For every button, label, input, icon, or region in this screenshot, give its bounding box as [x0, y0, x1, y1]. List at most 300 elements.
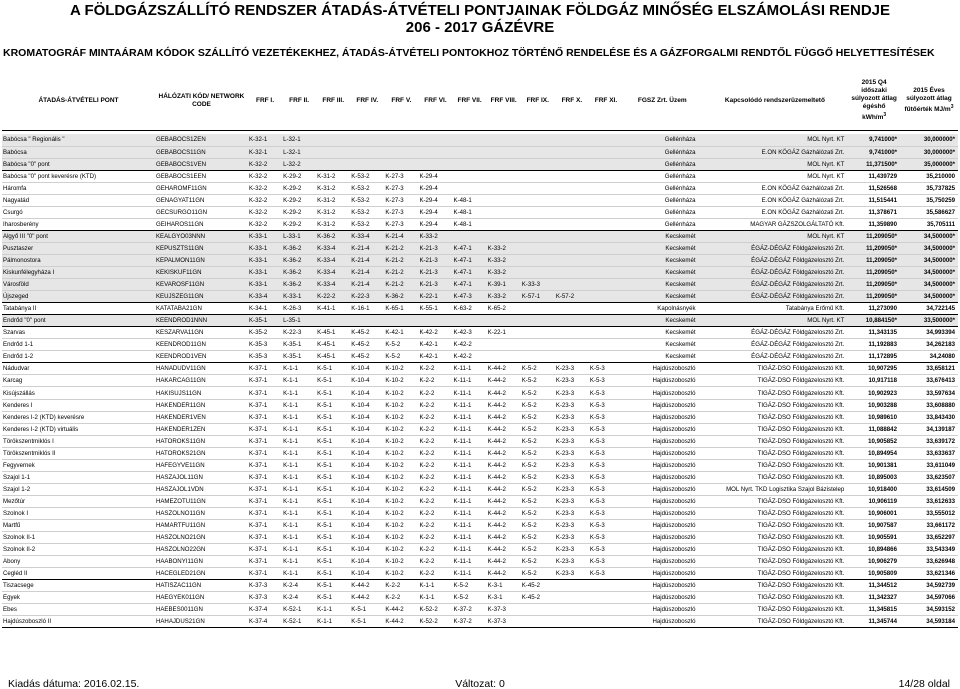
heating-value-cell: 11,345744	[848, 616, 900, 628]
frf-code-cell: K-37-1	[248, 363, 282, 375]
frf-code-cell: K-42-1	[418, 339, 452, 351]
frf-code-cell: K-5-2	[453, 580, 487, 592]
frf-code-cell: K-10-2	[384, 411, 418, 423]
heating-value-cell: 11,343135	[848, 327, 900, 339]
frf-code-cell: K-35-1	[282, 339, 316, 351]
frf-code-cell	[521, 339, 555, 351]
frf-code-cell: K-33-1	[248, 230, 282, 242]
table-row	[2, 556, 958, 568]
frf-code-cell	[487, 315, 521, 327]
fgsz-plant-cell: Hajdúszoboszló	[623, 447, 702, 459]
fgsz-plant-cell: Hajdúszoboszló	[623, 411, 702, 423]
frf-code-cell: K-5-2	[521, 387, 555, 399]
heating-value-cell: 11,526568	[848, 182, 900, 194]
gas-quality-table	[2, 72, 958, 628]
frf-code-cell: K-11-1	[453, 544, 487, 556]
frf-code-cell: K-36-2	[282, 254, 316, 266]
table-row	[2, 411, 958, 423]
table-row	[2, 375, 958, 387]
table-row	[2, 170, 958, 182]
table-row	[2, 242, 958, 254]
heating-value-cell: 11,209050*	[848, 230, 900, 242]
frf-code-cell: K-23-3	[555, 363, 589, 375]
frf-code-cell: K-1-1	[282, 363, 316, 375]
frf-code-cell: K-10-4	[350, 568, 384, 580]
frf-code-cell	[487, 170, 521, 182]
frf-code-cell	[589, 327, 623, 339]
heating-value-cell: 11,192883	[848, 339, 900, 351]
frf-code-cell: K-37-2	[453, 616, 487, 628]
frf-code-cell: K-5-1	[316, 483, 350, 495]
frf-code-cell	[487, 218, 521, 230]
frf-code-cell: K-37-3	[248, 592, 282, 604]
frf-code-cell	[418, 158, 452, 170]
partner-cell: TIGÁZ-DSO Földgázelosztó Kft.	[702, 423, 849, 435]
frf-code-cell: K-45-1	[316, 327, 350, 339]
frf-code-cell: K-5-1	[316, 435, 350, 447]
network-code-cell: HAEBES0011GN	[155, 604, 248, 616]
network-code-cell: HAHAJDUS21GN	[155, 616, 248, 628]
frf-code-cell: K-37-1	[248, 399, 282, 411]
frf-code-cell	[350, 134, 384, 146]
col-header-frf-7: FRF VII.	[453, 72, 487, 130]
table-row	[2, 387, 958, 399]
frf-code-cell: K-5-2	[384, 351, 418, 363]
frf-code-cell: K-33-4	[248, 291, 282, 303]
frf-code-cell: K-5-2	[521, 568, 555, 580]
frf-code-cell	[521, 315, 555, 327]
frf-code-cell: K-2-2	[418, 471, 452, 483]
frf-code-cell: K-5-2	[521, 556, 555, 568]
frf-code-cell: K-5-2	[521, 544, 555, 556]
table-row	[2, 447, 958, 459]
frf-code-cell: K-5-3	[589, 375, 623, 387]
frf-code-cell	[453, 146, 487, 158]
frf-code-cell: L-32-1	[282, 146, 316, 158]
frf-code-cell: K-45-1	[316, 351, 350, 363]
frf-code-cell: K-33-1	[248, 279, 282, 291]
frf-code-cell: K-23-3	[555, 435, 589, 447]
frf-code-cell: K-37-1	[248, 483, 282, 495]
heating-value-cell: 11,209050*	[848, 267, 900, 279]
frf-code-cell: K-5-2	[521, 435, 555, 447]
table-row	[2, 327, 958, 339]
frf-code-cell: K-1-1	[418, 592, 452, 604]
frf-code-cell: K-47-1	[453, 254, 487, 266]
frf-code-cell: K-10-2	[384, 544, 418, 556]
frf-code-cell	[487, 206, 521, 218]
calorific-value-cell: 35,705111	[900, 218, 958, 230]
frf-code-cell: K-5-1	[316, 459, 350, 471]
table-row	[2, 495, 958, 507]
frf-code-cell: K-1-1	[282, 387, 316, 399]
frf-code-cell	[487, 194, 521, 206]
point-name-cell: Algyő III "0" pont	[2, 230, 155, 242]
frf-code-cell: K-37-1	[248, 447, 282, 459]
frf-code-cell	[521, 134, 555, 146]
point-name-cell: Városföld	[2, 279, 155, 291]
partner-cell: E.ON KÖGÁZ Gázhálózati Zrt.	[702, 146, 849, 158]
frf-code-cell: K-1-1	[282, 520, 316, 532]
frf-code-cell: K-37-4	[248, 616, 282, 628]
frf-code-cell: K-36-2	[282, 242, 316, 254]
frf-code-cell: K-2-4	[282, 592, 316, 604]
col-header-frf-3: FRF III.	[316, 72, 350, 130]
heating-value-cell: 10,903288	[848, 399, 900, 411]
frf-code-cell: K-33-2	[487, 254, 521, 266]
partner-cell: ÉGÁZ-DÉGÁZ Földgázelosztó Zrt.	[702, 254, 849, 266]
frf-code-cell	[589, 303, 623, 315]
col-header-fgsz-plant: FGSZ Zrt. Üzem	[623, 72, 702, 130]
point-name-cell: Kenderes I	[2, 399, 155, 411]
frf-code-cell	[487, 146, 521, 158]
frf-code-cell: K-10-4	[350, 411, 384, 423]
frf-code-cell: K-37-1	[248, 423, 282, 435]
network-code-cell: KEENDROD11GN	[155, 339, 248, 351]
frf-code-cell	[521, 218, 555, 230]
fgsz-plant-cell: Hajdúszoboszló	[623, 495, 702, 507]
frf-code-cell: K-31-2	[316, 194, 350, 206]
heating-value-cell: 11,209050*	[848, 291, 900, 303]
point-name-cell: Háromfa	[2, 182, 155, 194]
point-name-cell: Cegléd II	[2, 568, 155, 580]
frf-code-cell	[589, 267, 623, 279]
frf-code-cell: K-32-2	[248, 158, 282, 170]
frf-code-cell: K-21-4	[350, 267, 384, 279]
point-name-cell: Babócsa "0" pont	[2, 158, 155, 170]
partner-cell: TIGÁZ-DSO Földgázelosztó Kft.	[702, 435, 849, 447]
heating-value-cell: 11,088842	[848, 423, 900, 435]
point-name-cell: Babócsa "0" pont keverésre (KTD)	[2, 170, 155, 182]
network-code-cell: KEVAROSF11GN	[155, 279, 248, 291]
frf-code-cell	[418, 315, 452, 327]
network-code-cell: HATOROKS21GN	[155, 447, 248, 459]
calorific-value-cell: 33,626948	[900, 556, 958, 568]
point-name-cell: Mezőtúr	[2, 495, 155, 507]
frf-code-cell: K-37-1	[248, 520, 282, 532]
frf-code-cell: K-5-2	[521, 507, 555, 519]
table-row	[2, 592, 958, 604]
fgsz-plant-cell: Kecskemét	[623, 267, 702, 279]
frf-code-cell: K-33-4	[316, 242, 350, 254]
frf-code-cell: K-10-2	[384, 459, 418, 471]
frf-code-cell	[521, 206, 555, 218]
frf-code-cell: K-2-2	[418, 544, 452, 556]
frf-code-cell: K-1-1	[282, 459, 316, 471]
point-name-cell: Kisújszállás	[2, 387, 155, 399]
frf-code-cell: K-53-2	[350, 206, 384, 218]
frf-code-cell: K-23-3	[555, 568, 589, 580]
frf-code-cell: K-45-2	[350, 327, 384, 339]
table-row	[2, 158, 958, 170]
frf-code-cell: K-33-2	[487, 291, 521, 303]
frf-code-cell: K-11-1	[453, 423, 487, 435]
point-name-cell: Hajdúszoboszló II	[2, 616, 155, 628]
frf-code-cell: K-10-4	[350, 471, 384, 483]
heating-value-cell: 10,905852	[848, 435, 900, 447]
point-name-cell: Babócsa	[2, 146, 155, 158]
frf-code-cell: K-23-3	[555, 520, 589, 532]
frf-code-cell	[589, 206, 623, 218]
frf-code-cell	[589, 580, 623, 592]
frf-code-cell: K-10-2	[384, 556, 418, 568]
frf-code-cell: K-53-2	[350, 218, 384, 230]
frf-code-cell: K-37-3	[487, 604, 521, 616]
frf-code-cell: K-5-1	[316, 520, 350, 532]
table-row	[2, 291, 958, 303]
frf-code-cell: K-21-4	[384, 230, 418, 242]
fgsz-plant-cell: Kecskemét	[623, 254, 702, 266]
network-code-cell: KEKISKUF11GN	[155, 267, 248, 279]
frf-code-cell: K-5-3	[589, 495, 623, 507]
frf-code-cell: K-29-4	[418, 206, 452, 218]
frf-code-cell: K-11-1	[453, 507, 487, 519]
frf-code-cell	[555, 182, 589, 194]
partner-cell: TIGÁZ-DSO Földgázelosztó Kft.	[702, 580, 849, 592]
frf-code-cell	[384, 158, 418, 170]
frf-code-cell: K-44-2	[487, 399, 521, 411]
heating-value-cell: 10,902923	[848, 387, 900, 399]
calorific-value-cell: 33,843430	[900, 411, 958, 423]
fgsz-plant-cell: Kecskemét	[623, 315, 702, 327]
network-code-cell: HACEGLED21GN	[155, 568, 248, 580]
calorific-value-cell: 34,500000*	[900, 254, 958, 266]
frf-code-cell	[487, 339, 521, 351]
frf-code-cell: K-26-3	[282, 303, 316, 315]
frf-code-cell: K-10-2	[384, 363, 418, 375]
network-code-cell: GEBABOCS1VEN	[155, 158, 248, 170]
frf-code-cell: K-5-3	[589, 387, 623, 399]
partner-cell: ÉGÁZ-DÉGÁZ Földgázelosztó Zrt.	[702, 339, 849, 351]
frf-code-cell: K-44-2	[487, 568, 521, 580]
calorific-value-cell: 34,593184	[900, 616, 958, 628]
col-header-point: ÁTADÁS-ÁTVÉTELI PONT	[2, 72, 155, 130]
table-row	[2, 254, 958, 266]
calorific-value-cell: 35,737825	[900, 182, 958, 194]
network-code-cell: KEUJSZEG11GN	[155, 291, 248, 303]
frf-code-cell: K-10-2	[384, 435, 418, 447]
network-code-cell: HANADUDV11GN	[155, 363, 248, 375]
frf-code-cell: K-16-1	[350, 303, 384, 315]
fgsz-plant-cell: Gellénháza	[623, 218, 702, 230]
frf-code-cell	[350, 146, 384, 158]
frf-code-cell: K-11-1	[453, 471, 487, 483]
frf-code-cell: K-21-3	[418, 242, 452, 254]
frf-code-cell: K-35-3	[248, 351, 282, 363]
frf-code-cell: K-11-1	[453, 435, 487, 447]
frf-code-cell: K-11-1	[453, 447, 487, 459]
frf-code-cell: K-10-2	[384, 532, 418, 544]
frf-code-cell: K-5-3	[589, 556, 623, 568]
frf-code-cell: K-5-3	[589, 544, 623, 556]
fgsz-plant-cell: Hajdúszoboszló	[623, 423, 702, 435]
frf-code-cell: K-5-3	[589, 423, 623, 435]
calorific-value-cell: 35,586627	[900, 206, 958, 218]
frf-code-cell: K-42-2	[453, 351, 487, 363]
network-code-cell: HAKARCAG11GN	[155, 375, 248, 387]
table-row	[2, 182, 958, 194]
fgsz-plant-cell: Hajdúszoboszló	[623, 459, 702, 471]
frf-code-cell: K-37-1	[248, 544, 282, 556]
table-row	[2, 580, 958, 592]
frf-code-cell: K-5-3	[589, 435, 623, 447]
col-header-calorific-value	[900, 72, 958, 130]
frf-code-cell: K-21-2	[384, 279, 418, 291]
heating-value-cell: 9,741000*	[848, 146, 900, 158]
frf-code-cell: K-37-3	[248, 580, 282, 592]
partner-cell: TIGÁZ-DSO Földgázelosztó Kft.	[702, 447, 849, 459]
network-code-cell: HAEGYEK011GN	[155, 592, 248, 604]
fgsz-plant-cell: Kapolnásnyék	[623, 303, 702, 315]
frf-code-cell	[589, 158, 623, 170]
partner-cell: TIGÁZ-DSO Földgázelosztó Kft.	[702, 568, 849, 580]
calorific-value-cell: 30,000000*	[900, 134, 958, 146]
frf-code-cell	[521, 327, 555, 339]
partner-cell: MAGYAR GÁZSZOLGÁLTATÓ Kft.	[702, 218, 849, 230]
network-code-cell: HASZAJOL11GN	[155, 471, 248, 483]
fgsz-plant-cell: Hajdúszoboszló	[623, 399, 702, 411]
frf-code-cell: K-44-2	[487, 447, 521, 459]
partner-cell: TIGÁZ-DSO Földgázelosztó Kft.	[702, 544, 849, 556]
table-row	[2, 279, 958, 291]
frf-code-cell: K-1-1	[282, 556, 316, 568]
frf-code-cell: K-44-2	[350, 592, 384, 604]
calorific-value-cell: 33,639172	[900, 435, 958, 447]
calorific-value-cell: 33,661172	[900, 520, 958, 532]
fgsz-plant-cell: Hajdúszoboszló	[623, 532, 702, 544]
network-code-cell: HAMARTFU11GN	[155, 520, 248, 532]
frf-code-cell: K-5-1	[316, 544, 350, 556]
frf-code-cell: K-29-2	[282, 218, 316, 230]
frf-code-cell	[487, 158, 521, 170]
frf-code-cell	[350, 158, 384, 170]
network-code-cell: HAKENDER11GN	[155, 399, 248, 411]
calorific-value-cell: 33,658121	[900, 363, 958, 375]
fgsz-plant-cell: Hajdúszoboszló	[623, 544, 702, 556]
frf-code-cell	[589, 146, 623, 158]
partner-cell: TIGÁZ-DSO Földgázelosztó Kft.	[702, 532, 849, 544]
point-name-cell: Endrőd 1-1	[2, 339, 155, 351]
calorific-value-cell: 33,614509	[900, 483, 958, 495]
network-code-cell: HASZOLNO11GN	[155, 507, 248, 519]
frf-code-cell: K-5-2	[521, 399, 555, 411]
frf-code-cell: K-1-1	[282, 399, 316, 411]
frf-code-cell: K-23-3	[555, 399, 589, 411]
frf-code-cell: K-1-1	[282, 568, 316, 580]
frf-code-cell: K-52-2	[418, 616, 452, 628]
network-code-cell: KESZARVA11GN	[155, 327, 248, 339]
frf-code-cell: K-55-1	[418, 303, 452, 315]
frf-code-cell: K-27-3	[384, 182, 418, 194]
frf-code-cell	[555, 327, 589, 339]
calorific-value-cell: 34,593152	[900, 604, 958, 616]
col-header-partner: Kapcsolódó rendszerüzemeltető	[702, 72, 849, 130]
frf-code-cell: K-10-4	[350, 447, 384, 459]
frf-code-cell: K-5-3	[589, 532, 623, 544]
frf-code-cell: K-1-1	[418, 580, 452, 592]
frf-code-cell: K-10-2	[384, 471, 418, 483]
table-row	[2, 507, 958, 519]
fgsz-plant-cell: Kecskemét	[623, 339, 702, 351]
frf-code-cell: L-32-2	[282, 158, 316, 170]
frf-code-cell: K-33-2	[418, 230, 452, 242]
frf-code-cell: K-21-3	[418, 254, 452, 266]
network-code-cell: KEALGYO03NNN	[155, 230, 248, 242]
frf-code-cell: K-44-2	[487, 387, 521, 399]
partner-cell: TIGÁZ-DSO Földgázelosztó Kft.	[702, 556, 849, 568]
frf-code-cell	[453, 315, 487, 327]
fgsz-plant-cell: Hajdúszoboszló	[623, 568, 702, 580]
frf-code-cell: K-37-2	[453, 604, 487, 616]
frf-code-cell: K-44-2	[487, 507, 521, 519]
frf-code-cell: K-1-1	[282, 507, 316, 519]
frf-code-cell: K-45-2	[350, 339, 384, 351]
partner-cell: TIGÁZ-DSO Földgázelosztó Kft.	[702, 375, 849, 387]
table-row	[2, 435, 958, 447]
point-name-cell: Törökszentmiklós II	[2, 447, 155, 459]
frf-code-cell	[589, 182, 623, 194]
frf-code-cell: K-11-1	[453, 520, 487, 532]
frf-code-cell	[316, 146, 350, 158]
frf-code-cell: K-44-2	[487, 471, 521, 483]
partner-cell: MOL Nyrt. KT	[702, 170, 849, 182]
footer-page-number: 14/28 oldal	[898, 678, 950, 689]
table-row	[2, 568, 958, 580]
frf-code-cell: K-27-3	[384, 218, 418, 230]
frf-code-cell: K-2-2	[418, 520, 452, 532]
point-name-cell: Szarvas	[2, 327, 155, 339]
frf-code-cell: K-29-4	[418, 182, 452, 194]
network-code-cell: HAMEZOTU11GN	[155, 495, 248, 507]
table-row	[2, 351, 958, 363]
frf-code-cell: K-37-3	[487, 616, 521, 628]
frf-code-cell: K-10-2	[384, 568, 418, 580]
frf-code-cell: K-33-1	[248, 267, 282, 279]
heating-value-cell: 10,906279	[848, 556, 900, 568]
point-name-cell: Kiskunfélegyháza I	[2, 267, 155, 279]
point-name-cell: Nádudvar	[2, 363, 155, 375]
frf-code-cell: K-5-1	[316, 411, 350, 423]
calorific-value-cell: 35,000000*	[900, 158, 958, 170]
frf-code-cell	[418, 134, 452, 146]
frf-code-cell: K-22-3	[282, 327, 316, 339]
col-header-frf-1: FRF I.	[248, 72, 282, 130]
frf-code-cell: K-29-4	[418, 170, 452, 182]
frf-code-cell	[555, 616, 589, 628]
table-row	[2, 604, 958, 616]
frf-code-cell: K-5-1	[316, 592, 350, 604]
heating-value-cell: 10,905591	[848, 532, 900, 544]
frf-code-cell	[589, 242, 623, 254]
point-name-cell: Babócsa " Regionális "	[2, 134, 155, 146]
heating-value-cell: 11,439729	[848, 170, 900, 182]
network-code-cell: GEIHAROS11GN	[155, 218, 248, 230]
frf-code-cell: K-48-1	[453, 218, 487, 230]
partner-cell: Tatabánya Erőmű Kft.	[702, 303, 849, 315]
frf-code-cell: K-42-1	[418, 351, 452, 363]
frf-code-cell: K-33-2	[487, 267, 521, 279]
network-code-cell: HAKISUJS11GN	[155, 387, 248, 399]
table-row	[2, 134, 958, 146]
frf-code-cell: K-34-1	[248, 303, 282, 315]
frf-code-cell: K-21-2	[384, 254, 418, 266]
heating-value-cell: 10,989610	[848, 411, 900, 423]
frf-code-cell: K-5-2	[521, 375, 555, 387]
point-name-cell: Iharosberény	[2, 218, 155, 230]
frf-code-cell: K-42-2	[418, 327, 452, 339]
frf-code-cell: K-33-4	[316, 267, 350, 279]
calorific-value-cell: 33,676413	[900, 375, 958, 387]
